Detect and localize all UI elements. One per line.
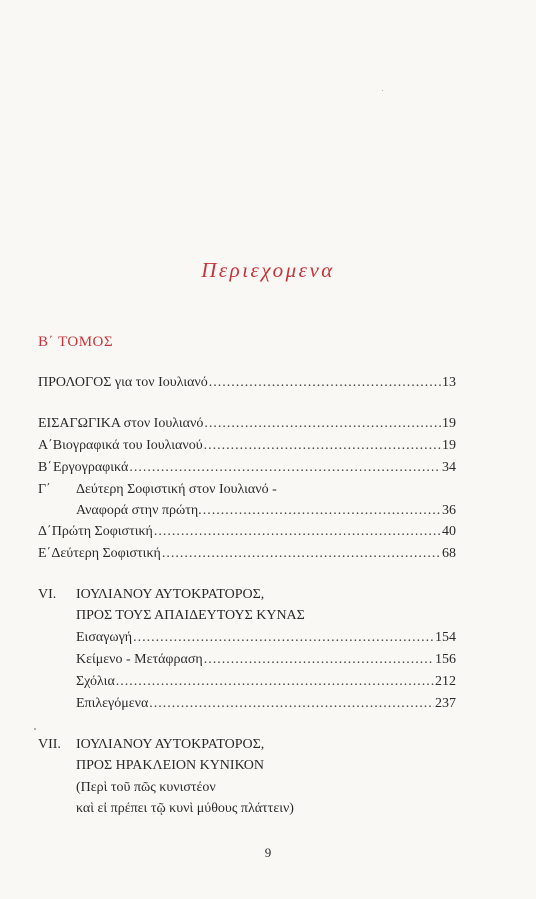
toc-entry-intro-e (38, 544, 456, 564)
leader-dots (203, 501, 441, 521)
toc-entry-label: Α΄ (38, 438, 53, 453)
leader-dots (129, 458, 441, 478)
toc-entry-text: Πρώτη Σοφιστική (51, 524, 153, 539)
toc-entry-label: Ε΄ (38, 546, 52, 561)
toc-entry-label: Γ΄ (38, 482, 51, 497)
toc-section-subtitle: (Περὶ τοῦ πῶς κυνιστέον (76, 780, 216, 795)
contents-title (0, 258, 536, 283)
toc-entry-text: Εργογραφικά (52, 460, 129, 475)
toc-entry-text: ΠΡΟΛΟΓΟΣ για τον Ιουλιανό (38, 375, 208, 390)
toc-section-number: VI. (38, 587, 57, 602)
toc-page-number: 40 (442, 524, 456, 539)
toc-entry-text: Αναφορά στην πρώτη. (76, 503, 202, 518)
toc-entry-intro-d (38, 522, 456, 542)
toc-section-vi-heading (38, 585, 456, 605)
toc-page-number: 237 (435, 696, 456, 711)
toc-section-vii-subtitle-2 (76, 799, 456, 819)
toc-entry-intro-b (38, 458, 456, 478)
paper-speck (34, 728, 36, 730)
toc-section-vii-heading (38, 735, 456, 755)
toc-entry-prologue (38, 373, 456, 393)
toc-section-number: VII. (38, 737, 61, 752)
toc-page-number: 19 (442, 438, 456, 453)
page-number: 9 (264, 845, 272, 860)
toc-section-title: ΙΟΥΛΙΑΝΟΥ ΑΥΤΟΚΡΑΤΟΡΟΣ, (76, 587, 265, 602)
toc-section-vii-subheading (76, 756, 456, 776)
toc-page-number: 68 (442, 546, 456, 561)
toc-page-number: 19 (442, 416, 456, 431)
toc-entry-intro-c (38, 480, 456, 500)
volume-heading: Β΄ ΤΟΜΟΣ (38, 334, 114, 350)
toc-page-number: 156 (435, 652, 456, 667)
title-text: Περιεχομενα (201, 258, 335, 282)
toc-section-vi-subheading (76, 606, 456, 626)
toc-entry-intro (38, 414, 456, 434)
toc-section-title: ΠΡΟΣ ΤΟΥΣ ΑΠΑΙΔΕΥΤΟΥΣ ΚΥΝΑΣ (76, 608, 305, 623)
toc-entry-text: Δεύτερη Σοφιστική (51, 546, 161, 561)
toc-page-number: 212 (435, 674, 456, 689)
leader-dots (154, 522, 441, 542)
toc-page-number: 36 (442, 503, 456, 518)
toc-entry-label: Β΄ (38, 460, 52, 475)
toc-entry-vi-2 (76, 650, 456, 670)
toc-entry-text: Κείμενο - Μετάφραση (76, 652, 203, 667)
toc-entry-text: Δεύτερη Σοφιστική στον Ιουλιανό - (76, 482, 277, 497)
toc-entry-vi-3 (76, 672, 456, 692)
toc-page-number: 13 (442, 375, 456, 390)
toc-entry-vi-1 (76, 628, 456, 648)
toc-entry-vi-4 (76, 694, 456, 714)
toc-section-title: ΙΟΥΛΙΑΝΟΥ ΑΥΤΟΚΡΑΤΟΡΟΣ, (76, 737, 265, 752)
toc-entry-intro-a (38, 436, 456, 456)
leader-dots (162, 544, 441, 564)
toc-section-title: ΠΡΟΣ ΗΡΑΚΛΕΙΟΝ ΚΥΝΙΚΟΝ (76, 758, 264, 773)
toc-entry-text: Εισαγωγή (76, 630, 133, 645)
leader-dots (133, 628, 434, 648)
toc-section-subtitle: καὶ εἰ πρέπει τῷ κυνὶ μύθους πλάττειν) (76, 801, 294, 816)
leader-dots (149, 694, 434, 714)
toc-page-number: 34 (442, 460, 456, 475)
leader-dots (204, 414, 441, 434)
leader-dots (209, 373, 441, 393)
toc-section-vii-subtitle-1 (76, 778, 456, 798)
toc-entry-text: Βιογραφικά του Ιουλιανού (52, 438, 203, 453)
toc-entry-text: Επιλεγόμενα (76, 696, 149, 711)
toc-page-number: 154 (435, 630, 456, 645)
paper-speck (382, 90, 383, 91)
leader-dots (204, 436, 441, 456)
toc-entry-text: Σχόλια (76, 674, 115, 689)
leader-dots (204, 650, 434, 670)
leader-dots (116, 672, 434, 692)
toc-entry-label: Δ΄ (38, 524, 52, 539)
toc-entry-intro-c-cont (76, 501, 456, 521)
toc-entry-text: ΕΙΣΑΓΩΓΙΚΑ στον Ιουλιανό (38, 416, 204, 431)
